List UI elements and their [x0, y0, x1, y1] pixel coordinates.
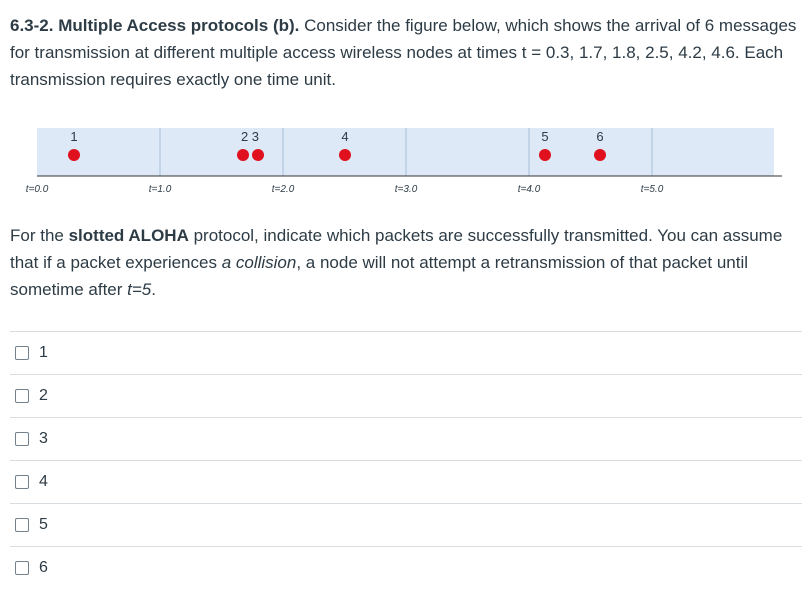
prompt-text-2: protocol, indicate which packets are successfully transmitted. You can assume that if a packet experiences: [10, 226, 783, 272]
arrival-dot-2: [237, 149, 249, 161]
prompt-text-3: , a node will not attempt a retransmission of that packet until sometime after: [10, 253, 749, 299]
prompt-text-4: .: [151, 280, 156, 299]
answer-option-5[interactable]: [10, 503, 802, 546]
prompt-bold-protocol: slotted ALOHA: [68, 226, 189, 245]
arrival-dot-5: [539, 149, 551, 161]
arrival-dot-6: [594, 149, 606, 161]
arrival-timeline-figure: [0, 120, 810, 205]
tick-label-1: t=1.0: [148, 184, 172, 195]
tick-label-5: t=5.0: [640, 184, 664, 195]
tick-label-3: t=3.0: [394, 184, 418, 195]
question-prompt: [10, 222, 790, 303]
answer-option-4[interactable]: [10, 460, 802, 503]
answer-checkbox-4[interactable]: [15, 475, 29, 489]
answer-option-6[interactable]: [10, 546, 802, 589]
answer-checkbox-3[interactable]: [15, 432, 29, 446]
tick-label-0: t=0.0: [25, 184, 49, 195]
tick-label-4: t=4.0: [517, 184, 541, 195]
question-text: Consider the figure below, which shows the arrival of 6 messages for transmission at different multiple access wireless nodes at times t = 0.3, 1.7, 1.8, 2.5, 4.2, 4.6. Each transmission requires exactly one time unit.: [10, 16, 797, 89]
tick-label-2: t=2.0: [271, 184, 295, 195]
arrival-label-4: 4: [341, 129, 349, 144]
timeline-svg: [0, 120, 810, 205]
answer-option-3[interactable]: [10, 417, 802, 460]
answer-label-5: 5: [39, 516, 48, 533]
answer-checkbox-5[interactable]: [15, 518, 29, 532]
arrival-label-6: 6: [596, 129, 604, 144]
answer-label-1: 1: [39, 344, 48, 361]
arrival-dot-3: [252, 149, 264, 161]
prompt-text-1: For the: [10, 226, 69, 245]
question-header: [10, 12, 800, 93]
arrival-label-5: 5: [541, 129, 549, 144]
answer-label-6: 6: [39, 559, 48, 576]
answer-list: [10, 331, 802, 589]
arrival-dot-4: [339, 149, 351, 161]
prompt-italic-time: t=5: [127, 280, 152, 299]
arrival-label-1: 1: [70, 129, 78, 144]
arrival-dot-1: [68, 149, 80, 161]
answer-checkbox-1[interactable]: [15, 346, 29, 360]
answer-checkbox-6[interactable]: [15, 561, 29, 575]
answer-label-4: 4: [39, 473, 48, 490]
arrival-label-2-3: 2 3: [240, 129, 260, 144]
answer-label-3: 3: [39, 430, 48, 447]
prompt-italic-collision: a collision: [221, 253, 297, 272]
answer-option-2[interactable]: [10, 374, 802, 417]
answer-checkbox-2[interactable]: [15, 389, 29, 403]
question-title: 6.3-2. Multiple Access protocols (b).: [10, 16, 300, 35]
answer-option-1[interactable]: [10, 331, 802, 374]
answer-label-2: 2: [39, 387, 48, 404]
